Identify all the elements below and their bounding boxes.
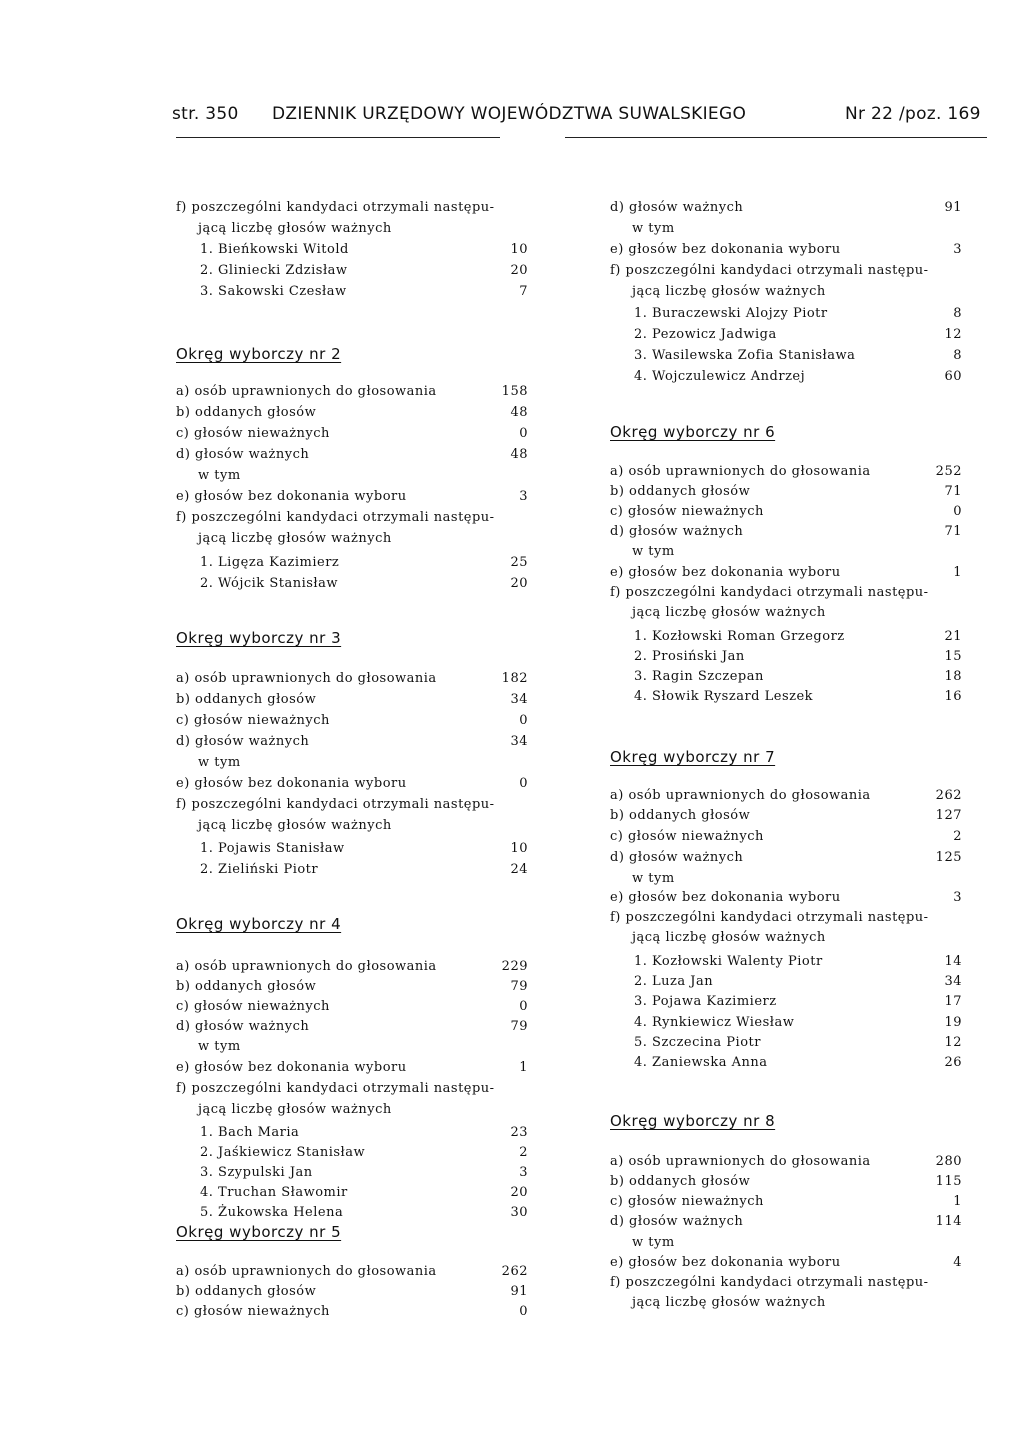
votes-cast-row: b) oddanych głosów 115 bbox=[610, 1174, 962, 1189]
issue-number: Nr 22 /poz. 169 bbox=[845, 104, 981, 124]
including-label: w tym bbox=[198, 468, 241, 483]
invalid-votes-row: c) głosów nieważnych 0 bbox=[176, 1304, 528, 1319]
candidate-row: 1. Bieńkowski Witold 10 bbox=[200, 242, 528, 257]
district-6-heading: Okręg wyborczy nr 6 bbox=[610, 423, 776, 441]
eligible-voters-row: a) osób uprawnionych do głosowania 280 bbox=[610, 1154, 962, 1169]
eligible-voters-row: a) osób uprawnionych do głosowania 229 bbox=[176, 959, 528, 974]
no-choice-votes-row: e) głosów bez dokonania wyboru 0 bbox=[176, 776, 528, 791]
candidate-row: 1. Buraczewski Alojzy Piotr 8 bbox=[634, 306, 962, 321]
page-header bbox=[0, 104, 1024, 128]
votes-cast-row: b) oddanych głosów 71 bbox=[610, 484, 962, 499]
candidate-row: 2. Gliniecki Zdzisław 20 bbox=[200, 263, 528, 278]
eligible-voters-row: a) osób uprawnionych do głosowania 182 bbox=[176, 671, 528, 686]
candidate-row: 1. Kozłowski Roman Grzegorz 21 bbox=[634, 629, 962, 644]
including-label: w tym bbox=[198, 755, 241, 770]
candidates-intro-line2: jącą liczbę głosów ważnych bbox=[632, 284, 826, 299]
candidate-row: 2. Luza Jan 34 bbox=[634, 974, 962, 989]
valid-votes-row: d) głosów ważnych 91 bbox=[610, 200, 962, 215]
valid-votes-row: d) głosów ważnych 114 bbox=[610, 1214, 962, 1229]
including-label: w tym bbox=[632, 1235, 675, 1250]
votes-cast-row: b) oddanych głosów 79 bbox=[176, 979, 528, 994]
district-7-heading: Okręg wyborczy nr 7 bbox=[610, 748, 776, 766]
invalid-votes-row: c) głosów nieważnych 2 bbox=[610, 829, 962, 844]
votes-cast-row: b) oddanych głosów 48 bbox=[176, 405, 528, 420]
journal-title: DZIENNIK URZĘDOWY WOJEWÓDZTWA SUWALSKIEGO bbox=[272, 104, 747, 124]
candidate-row: 3. Ragin Szczepan 18 bbox=[634, 669, 962, 684]
header-rule-left bbox=[176, 137, 500, 138]
candidates-intro-line2: jącą liczbę głosów ważnych bbox=[632, 605, 826, 620]
candidates-intro-line1: f) poszczególni kandydaci otrzymali następu- bbox=[610, 263, 929, 278]
invalid-votes-row: c) głosów nieważnych 0 bbox=[610, 504, 962, 519]
candidate-row: 2. Jaśkiewicz Stanisław 2 bbox=[200, 1145, 528, 1160]
candidates-intro-line2: jącą liczbę głosów ważnych bbox=[198, 818, 392, 833]
votes-cast-row: b) oddanych głosów 34 bbox=[176, 692, 528, 707]
header-rule-right bbox=[565, 137, 987, 138]
candidate-row: 2. Prosiński Jan 15 bbox=[634, 649, 962, 664]
candidate-row: 2. Wójcik Stanisław 20 bbox=[200, 576, 528, 591]
no-choice-votes-row: e) głosów bez dokonania wyboru 3 bbox=[610, 890, 962, 905]
no-choice-votes-row: e) głosów bez dokonania wyboru 3 bbox=[610, 242, 962, 257]
district-4-heading: Okręg wyborczy nr 4 bbox=[176, 915, 342, 933]
candidates-intro-line2: jącą liczbę głosów ważnych bbox=[198, 1102, 392, 1117]
including-label: w tym bbox=[198, 1039, 241, 1054]
candidate-row: 2. Pezowicz Jadwiga 12 bbox=[634, 327, 962, 342]
candidates-intro-line2: jącą liczbę głosów ważnych bbox=[632, 930, 826, 945]
page-number: str. 350 bbox=[172, 104, 239, 124]
candidates-intro-line1: f) poszczególni kandydaci otrzymali następu- bbox=[610, 585, 929, 600]
candidate-row: 5. Żukowska Helena 30 bbox=[200, 1205, 528, 1220]
valid-votes-row: d) głosów ważnych 79 bbox=[176, 1019, 528, 1034]
candidate-row: 3. Szypulski Jan 3 bbox=[200, 1165, 528, 1180]
candidate-row: 3. Pojawa Kazimierz 17 bbox=[634, 994, 962, 1009]
candidate-row: 3. Sakowski Czesław 7 bbox=[200, 284, 528, 299]
no-choice-votes-row: e) głosów bez dokonania wyboru 4 bbox=[610, 1255, 962, 1270]
votes-cast-row: b) oddanych głosów 91 bbox=[176, 1284, 528, 1299]
candidates-intro-line1: f) poszczególni kandydaci otrzymali następu- bbox=[176, 797, 495, 812]
candidates-intro-line1: f) poszczególni kandydaci otrzymali następu- bbox=[610, 1275, 929, 1290]
candidates-intro-line1: f) poszczególni kandydaci otrzymali następu- bbox=[176, 510, 495, 525]
candidate-row: 4. Zaniewska Anna 26 bbox=[634, 1055, 962, 1070]
including-label: w tym bbox=[632, 871, 675, 886]
valid-votes-row: d) głosów ważnych 71 bbox=[610, 524, 962, 539]
no-choice-votes-row: e) głosów bez dokonania wyboru 3 bbox=[176, 489, 528, 504]
district-5-heading: Okręg wyborczy nr 5 bbox=[176, 1223, 342, 1241]
no-choice-votes-row: e) głosów bez dokonania wyboru 1 bbox=[176, 1060, 528, 1075]
candidate-row: 3. Wasilewska Zofia Stanisława 8 bbox=[634, 348, 962, 363]
no-choice-votes-row: e) głosów bez dokonania wyboru 1 bbox=[610, 565, 962, 580]
f-intro-line2: jącą liczbę głosów ważnych bbox=[198, 221, 392, 236]
eligible-voters-row: a) osób uprawnionych do głosowania 252 bbox=[610, 464, 962, 479]
invalid-votes-row: c) głosów nieważnych 0 bbox=[176, 426, 528, 441]
candidate-row: 4. Słowik Ryszard Leszek 16 bbox=[634, 689, 962, 704]
invalid-votes-row: c) głosów nieważnych 0 bbox=[176, 999, 528, 1014]
candidates-intro-line2: jącą liczbę głosów ważnych bbox=[632, 1295, 826, 1310]
valid-votes-row: d) głosów ważnych 48 bbox=[176, 447, 528, 462]
f-intro-line1: f) poszczególni kandydaci otrzymali następu- bbox=[176, 200, 495, 215]
valid-votes-row: d) głosów ważnych 125 bbox=[610, 850, 962, 865]
eligible-voters-row: a) osób uprawnionych do głosowania 158 bbox=[176, 384, 528, 399]
district-3-heading: Okręg wyborczy nr 3 bbox=[176, 629, 342, 647]
candidates-intro-line2: jącą liczbę głosów ważnych bbox=[198, 531, 392, 546]
candidates-intro-line1: f) poszczególni kandydaci otrzymali następu- bbox=[176, 1081, 495, 1096]
candidate-row: 2. Zieliński Piotr 24 bbox=[200, 862, 528, 877]
candidate-row: 1. Bach Maria 23 bbox=[200, 1125, 528, 1140]
district-8-heading: Okręg wyborczy nr 8 bbox=[610, 1112, 776, 1130]
eligible-voters-row: a) osób uprawnionych do głosowania 262 bbox=[176, 1264, 528, 1279]
invalid-votes-row: c) głosów nieważnych 0 bbox=[176, 713, 528, 728]
candidate-row: 4. Truchan Sławomir 20 bbox=[200, 1185, 528, 1200]
including-label: w tym bbox=[632, 221, 675, 236]
valid-votes-row: d) głosów ważnych 34 bbox=[176, 734, 528, 749]
candidate-row: 4. Wojczulewicz Andrzej 60 bbox=[634, 369, 962, 384]
candidate-row: 1. Pojawis Stanisław 10 bbox=[200, 841, 528, 856]
district-2-heading: Okręg wyborczy nr 2 bbox=[176, 345, 342, 363]
candidate-row: 4. Rynkiewicz Wiesław 19 bbox=[634, 1015, 962, 1030]
including-label: w tym bbox=[632, 544, 675, 559]
candidate-row: 1. Ligęza Kazimierz 25 bbox=[200, 555, 528, 570]
candidates-intro-line1: f) poszczególni kandydaci otrzymali następu- bbox=[610, 910, 929, 925]
votes-cast-row: b) oddanych głosów 127 bbox=[610, 808, 962, 823]
candidate-row: 1. Kozłowski Walenty Piotr 14 bbox=[634, 954, 962, 969]
invalid-votes-row: c) głosów nieważnych 1 bbox=[610, 1194, 962, 1209]
eligible-voters-row: a) osób uprawnionych do głosowania 262 bbox=[610, 788, 962, 803]
candidate-row: 5. Szczecina Piotr 12 bbox=[634, 1035, 962, 1050]
